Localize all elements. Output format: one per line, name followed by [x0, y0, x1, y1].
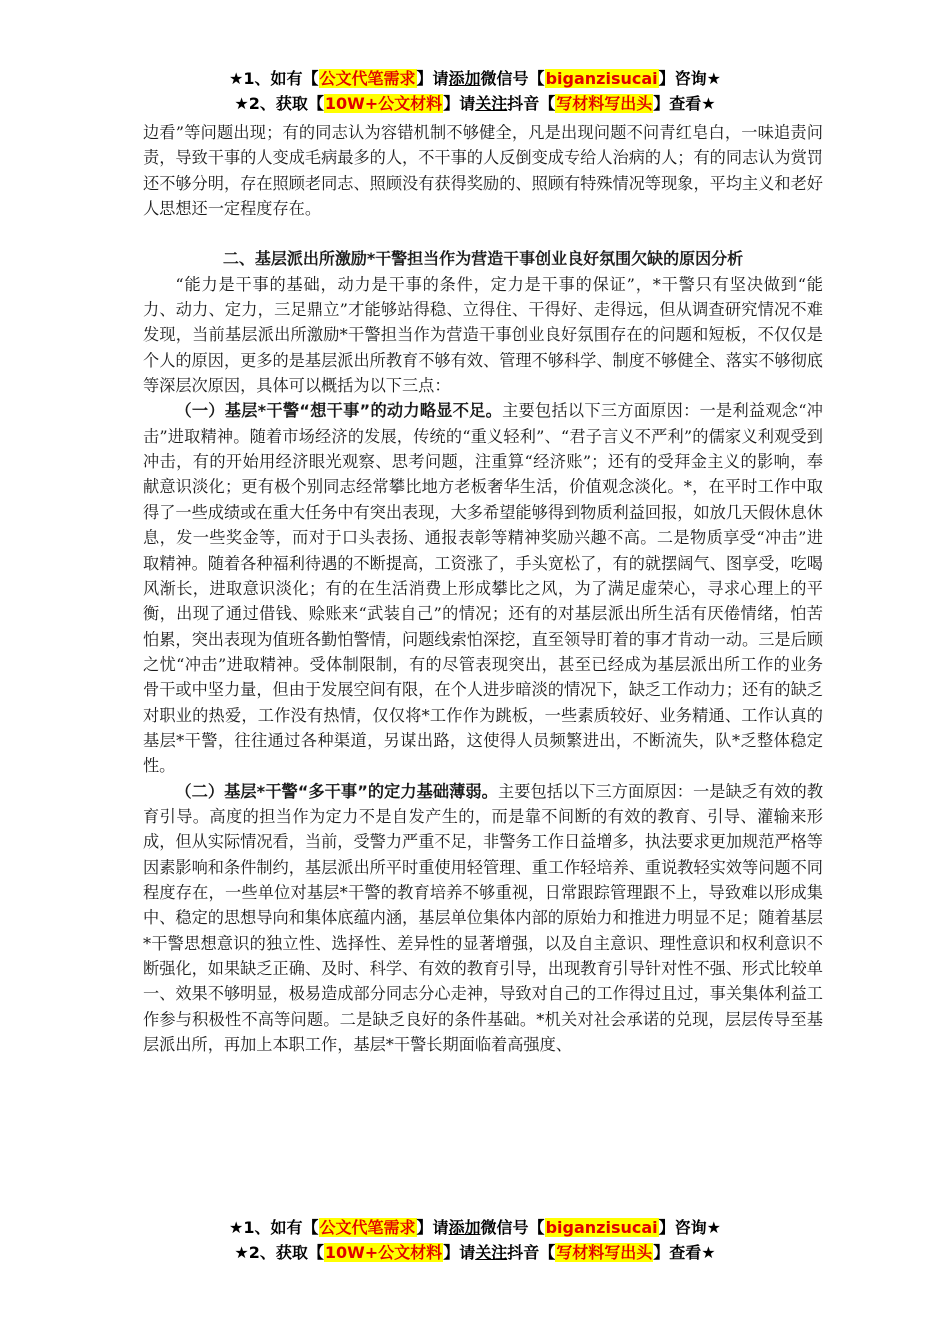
- banner-text: ★1、如有【: [229, 1218, 319, 1237]
- banner-line-1: [0, 1215, 950, 1240]
- banner-text: 抖音【: [507, 1243, 556, 1262]
- banner-text: ★2、获取【: [234, 94, 324, 113]
- banner-highlight: 写材料写出头: [556, 1243, 653, 1262]
- document-body: [143, 120, 823, 1200]
- subsection-2-title: （二）基层*干警“多干事”的定力基础薄弱。: [175, 781, 498, 801]
- banner-underline: 添加: [448, 1218, 481, 1237]
- promo-banner-bottom: [0, 1215, 950, 1265]
- banner-highlight: 写材料写出头: [556, 94, 653, 113]
- subsection-2-text: 主要包括以下三方面原因：一是缺乏有效的教育引导。高度的担当作为定力不是自发产生的，而是靠不间断的有效的教育、引导、灌输来形成，但从实际情况看，当前，受警力严重不足，非警务工作日益增多，执法要求更加规范严格等因素影响和条件制约，基层派出所平时重使用轻管理、重工作轻培养、重说教轻实效等问题不同程度存在，一些单位对基层*干警的教育培养不够重视，日常跟踪管理跟不上，导致难以形成集中、稳定的思想导向和集体底蕴内涵，基层单位集体内部的原始力和推进力明显不足；随着基层*干警思想意识的独立性、选择性、差异性的显著增强，以及自主意识、理性意识和权利意识不断强化，如果缺乏正确、及时、科学、有效的教育引导，出现教育引导针对性不强、形式比较单一、效果不够明显，极易造成部分同志分心走神，导致对自己的工作得过且过，事关集体利益工作参与积极性不高等问题。二是缺乏良好的条件基础。*机关对社会承诺的兑现，层层传导至基层派出所，再加上本职工作，基层*干警长期面临着高强度、: [143, 781, 823, 1055]
- banner-text: 】请: [443, 1243, 476, 1262]
- banner-text: ★1、如有【: [229, 69, 319, 88]
- banner-line-1: [0, 66, 950, 91]
- banner-text: 】请: [443, 94, 476, 113]
- subsection-1: [143, 398, 823, 778]
- banner-text: 微信号【: [480, 1218, 545, 1237]
- paragraph-gap: [143, 221, 823, 246]
- banner-underline: 关注: [475, 94, 508, 113]
- subsection-1-title: （一）基层*干警“想干事”的动力略显不足。: [175, 401, 503, 421]
- banner-text: 抖音【: [507, 94, 556, 113]
- banner-underline: 添加: [448, 69, 481, 88]
- banner-underline: 关注: [475, 1243, 508, 1262]
- banner-text: 】请: [416, 69, 449, 88]
- banner-highlight: 公文代笔需求: [319, 69, 416, 88]
- banner-text: 】咨询★: [658, 1218, 721, 1237]
- paragraph-intro: “能力是干事的基础，动力是干事的条件，定力是干事的保证”，*干警只有坚决做到“能力、动力、定力，三足鼎立”才能够站得稳、立得住、干得好、走得远，但从调查研究情况不难发现，当前基层派出所激励*干警担当作为营造干事创业良好氛围存在的问题和短板，不仅仅是个人的原因，更多的是基层派出所教育不够有效、管理不够科学、制度不够健全、落实不够彻底等深层次原因，具体可以概括为以下三点：: [143, 274, 823, 396]
- paragraph-continued: 边看”等问题出现；有的同志认为容错机制不够健全，凡是出现问题不问青红皂白，一味追责问责，导致干事的人变成毛病最多的人，不干事的人反倒变成专给人治病的人；有的同志认为赏罚还不够分明，存在照顾老同志、照顾没有获得奖励的、照顾有特殊情况等现象，平均主义和老好人思想还一定程度存在。: [143, 123, 823, 219]
- banner-text: ★2、获取【: [234, 1243, 324, 1262]
- banner-text: 】咨询★: [658, 69, 721, 88]
- subsection-1-text: 主要包括以下三方面原因：一是利益观念“冲击”进取精神。随着市场经济的发展，传统的“重义轻利”、“君子言义不严利”的儒家义利观受到冲击，有的开始用经济眼光观察、思考问题，注重算“经济账”；还有的受拜金主义的影响，奉献意识淡化；更有极个别同志经常攀比地方老板奢华生活，价值观念淡化。*，在平时工作中取得了一些成绩或在重大任务中有突出表现，大多希望能够得到物质利益回报，如放几天假休息休息，发一些奖金等，而对于口头表扬、通报表彰等精神奖励兴趣不高。二是物质享受“冲击”进取精神。随着各种福利待遇的不断提高，工资涨了，手头宽松了，有的就摆阔气、图享受，吃喝风渐长，进取意识淡化；有的在生活消费上形成攀比之风，为了满足虚荣心，寻求心理上的平衡，出现了通过借钱、赊账来“武装自己”的情况；还有的对基层派出所生活有厌倦情绪，怕苦怕累，突出表现为值班各勤怕警情，问题线索怕深挖，直至领导盯着的事才肯动一动。三是后顾之忧“冲击”进取精神。受体制限制，有的尽管表现突出，甚至已经成为基层派出所工作的业务骨干或中坚力量，但由于发展空间有限，在个人进步暗淡的情况下，缺乏工作动力；还有的缺乏对职业的热爱，工作没有热情，仅仅将*工作作为跳板，一些素质较好、业务精通、工作认真的基层*干警，往往通过各种渠道，另谋出路，这使得人员频繁进出，不断流失，队*乏整体稳定性。: [143, 401, 823, 776]
- banner-text: 微信号【: [480, 69, 545, 88]
- banner-line-2: [0, 91, 950, 116]
- section-heading: 二、基层派出所激励*干警担当作为营造干事创业良好氛围欠缺的原因分析: [222, 249, 744, 269]
- banner-text: 】查看★: [653, 1243, 716, 1262]
- banner-text: 】请: [416, 1218, 449, 1237]
- banner-highlight: biganzisucai: [545, 69, 658, 88]
- banner-highlight: 10W+公文材料: [324, 94, 443, 113]
- banner-highlight: biganzisucai: [545, 1218, 658, 1237]
- banner-line-2: [0, 1240, 950, 1265]
- promo-banner-top: [0, 66, 950, 116]
- banner-text: 】查看★: [653, 94, 716, 113]
- banner-highlight: 公文代笔需求: [319, 1218, 416, 1237]
- subsection-2: [143, 779, 823, 1058]
- banner-highlight: 10W+公文材料: [324, 1243, 443, 1262]
